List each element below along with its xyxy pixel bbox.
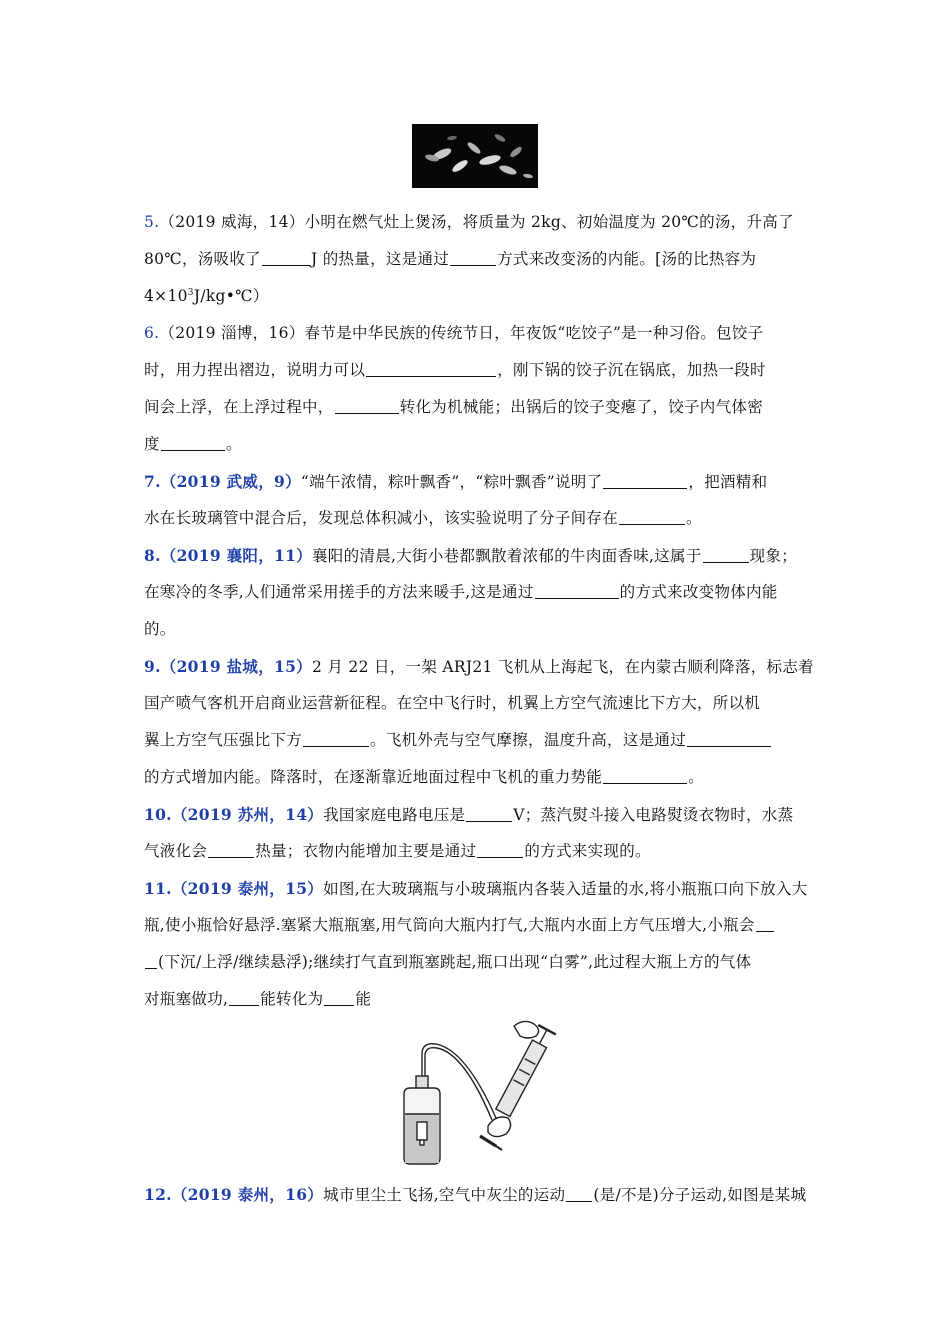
q6-text-2a: 时，用力捏出褶边，说明力可以 [144, 361, 366, 379]
q10-text-1a: 我国家庭电路电压是 [323, 806, 466, 824]
q8-line-2 [144, 574, 806, 611]
q7-text-2b: 。 [686, 509, 702, 527]
q8-source: （2019 襄阳，11） [160, 546, 312, 565]
q11-line-2 [144, 907, 806, 944]
q11-number: 11. [144, 879, 172, 898]
q8-line-1 [144, 537, 806, 575]
q11-text-4a: 对瓶塞做功, [144, 990, 229, 1008]
q7-text-1a: “端午浓情，粽叶飘香”，“粽叶飘香”说明了 [300, 473, 603, 491]
q12-blank-is-molecular[interactable] [566, 1186, 592, 1203]
q9-blank-pressure[interactable] [303, 731, 369, 748]
q6-text-4a: 度 [144, 435, 160, 453]
leaf-photo [412, 124, 538, 188]
q9-source: （2019 盐城，15） [160, 657, 312, 676]
q7-number: 7. [144, 472, 161, 491]
q12-number: 12. [144, 1185, 172, 1204]
q6-blank-force[interactable] [366, 361, 496, 378]
q8-number: 8. [144, 546, 161, 565]
q5-number: 5. [144, 213, 160, 231]
q7-blank-phenomenon[interactable] [603, 473, 687, 490]
q7-line-1 [144, 463, 806, 501]
q7-source: （2019 武威，9） [160, 472, 301, 491]
q7-text-2a: 水在长玻璃管中混合后，发现总体积减小，该实验说明了分子间存在 [144, 509, 619, 527]
q6-line-3 [144, 389, 806, 426]
q10-blank-voltage[interactable] [466, 806, 512, 823]
q6-text-3a: 间会上浮，在上浮过程中， [144, 398, 334, 416]
q6-text-4b: 。 [225, 435, 242, 453]
q11-blank-energy-from[interactable] [229, 990, 259, 1007]
q7-text-1b: ，把酒精和 [688, 473, 768, 491]
q8-blank-phenomenon[interactable] [703, 547, 749, 564]
q11-text-3: (下沉/上浮/继续悬浮);继续打气直到瓶塞跳起,瓶口出现“白雾”,此过程大瓶上方的气体 [158, 953, 752, 971]
q12-text-1a: 城市里尘土飞扬,空气中灰尘的运动 [323, 1186, 566, 1204]
q10-line-1 [144, 796, 806, 834]
q6-line-2 [144, 352, 806, 389]
q6-text-3b: 转化为机械能；出锅后的饺子变瘪了，饺子内气体密 [399, 398, 764, 416]
q8-text-1a: 襄阳的清晨,大街小巷都飘散着浓郁的牛肉面香味,这属于 [312, 547, 702, 565]
q10-source: （2019 苏州，14） [171, 805, 324, 824]
q9-text-2: 国产喷气客机开启商业运营新征程。在空中飞行时，机翼上方空气流速比下方大，所以机 [144, 694, 761, 712]
q11-text-4c: 能 [355, 990, 372, 1008]
q9-text-3b: 。飞机外壳与空气摩擦，温度升高，这是通过 [370, 731, 687, 749]
q6-source: （2019 淄博，16） [159, 324, 305, 342]
q10-text-1b: V；蒸汽熨斗接入电路熨烫衣物时，水蒸 [513, 806, 794, 824]
q10-line-2 [144, 833, 806, 870]
q5-blank-heat[interactable] [262, 250, 310, 267]
q8-text-2b: 的方式来改变物体内能 [619, 583, 778, 601]
q6-text-2b: ，刚下锅的饺子沉在锅底，加热一段时 [497, 361, 766, 379]
q9-line-4 [144, 759, 806, 796]
q6-blank-density[interactable] [161, 435, 225, 452]
q11-blank-energy-to[interactable] [324, 990, 354, 1007]
q11-blank-motion-a[interactable] [756, 916, 774, 933]
q5-text-2c: 方式来改变汤的内能。[汤的比热容为 [497, 250, 757, 268]
q9-line-1 [144, 648, 814, 686]
q9-blank-potential[interactable] [603, 768, 687, 785]
q12-source: （2019 泰州，16） [171, 1185, 324, 1204]
q5-source: （2019 威海，14） [159, 213, 305, 231]
q8-text-1b: 现象； [749, 547, 798, 565]
q8-text-3: 的。 [144, 620, 176, 638]
q6-line-4 [144, 426, 806, 463]
q6-text-1: 春节是中华民族的传统节日，年夜饭“吃饺子”是一种习俗。包饺子 [304, 324, 764, 342]
q11-blank-motion-b[interactable] [145, 953, 157, 970]
q11-text-2: 瓶,使小瓶恰好悬浮.塞紧大瓶瓶塞,用气筒向大瓶内打气,大瓶内水面上方气压增大,小瓶会 [144, 916, 755, 934]
q9-text-4a: 的方式增加内能。降落时，在逐渐靠近地面过程中飞机的重力势能 [144, 768, 603, 786]
q7-blank-gap[interactable] [619, 509, 685, 526]
q12-line-1 [144, 1176, 806, 1214]
q10-text-2c: 的方式来实现的。 [524, 842, 651, 860]
q11-line-3 [144, 944, 806, 981]
q12-text-1b: (是/不是)分子运动,如图是某城 [593, 1186, 807, 1204]
q5-line-3 [144, 278, 806, 315]
q9-line-2 [144, 685, 806, 722]
q10-blank-method[interactable] [477, 842, 523, 859]
q9-text-3a: 翼上方空气压强比下方 [144, 731, 303, 749]
q5-blank-method[interactable] [450, 250, 496, 267]
q5-line-2 [144, 241, 806, 278]
q11-text-4b: 能转化为 [260, 990, 324, 1008]
q11-line-1 [144, 870, 806, 908]
q11-text-1: 如图,在大玻璃瓶与小玻璃瓶内各装入适量的水,将小瓶瓶口向下放入大 [323, 880, 808, 898]
q9-blank-method[interactable] [687, 731, 771, 748]
q10-blank-heat[interactable] [208, 842, 254, 859]
q11-source: （2019 泰州，15） [171, 879, 324, 898]
q10-number: 10. [144, 805, 172, 824]
q8-line-3 [144, 611, 806, 648]
q7-line-2 [144, 500, 806, 537]
q9-text-4b: 。 [688, 768, 705, 786]
q8-text-2a: 在寒冷的冬季,人们通常采用搓手的方法来暖手,这是通过 [144, 583, 534, 601]
q5-text-2a: 80℃，汤吸收了 [144, 250, 261, 268]
q10-text-2b: 热量；衣物内能增加主要是通过 [255, 842, 477, 860]
q5-text-3b: J/kg•℃） [193, 287, 269, 305]
q6-line-1 [144, 315, 806, 352]
q9-line-3 [144, 722, 806, 759]
q6-number: 6. [144, 324, 160, 342]
q5-exponent: 3 [187, 288, 194, 298]
q10-text-2a: 气液化会 [144, 842, 208, 860]
q5-line-1 [144, 204, 806, 241]
q5-text-1: 小明在燃气灶上煲汤，将质量为 2kg、初始温度为 20℃的汤，升高了 [304, 213, 794, 231]
bottle-pump-figure [396, 1018, 568, 1170]
q6-blank-energy[interactable] [335, 398, 399, 415]
q5-text-2b: J 的热量，这是通过 [310, 250, 450, 268]
q9-number: 9. [144, 657, 161, 676]
q9-text-1: 2 月 22 日，一架 ARJ21 飞机从上海起飞，在内蒙古顺利降落，标志着 [312, 658, 814, 676]
q5-text-3a: 4×10 [144, 287, 188, 305]
q11-line-4 [144, 981, 806, 1018]
q8-blank-method[interactable] [535, 583, 619, 600]
